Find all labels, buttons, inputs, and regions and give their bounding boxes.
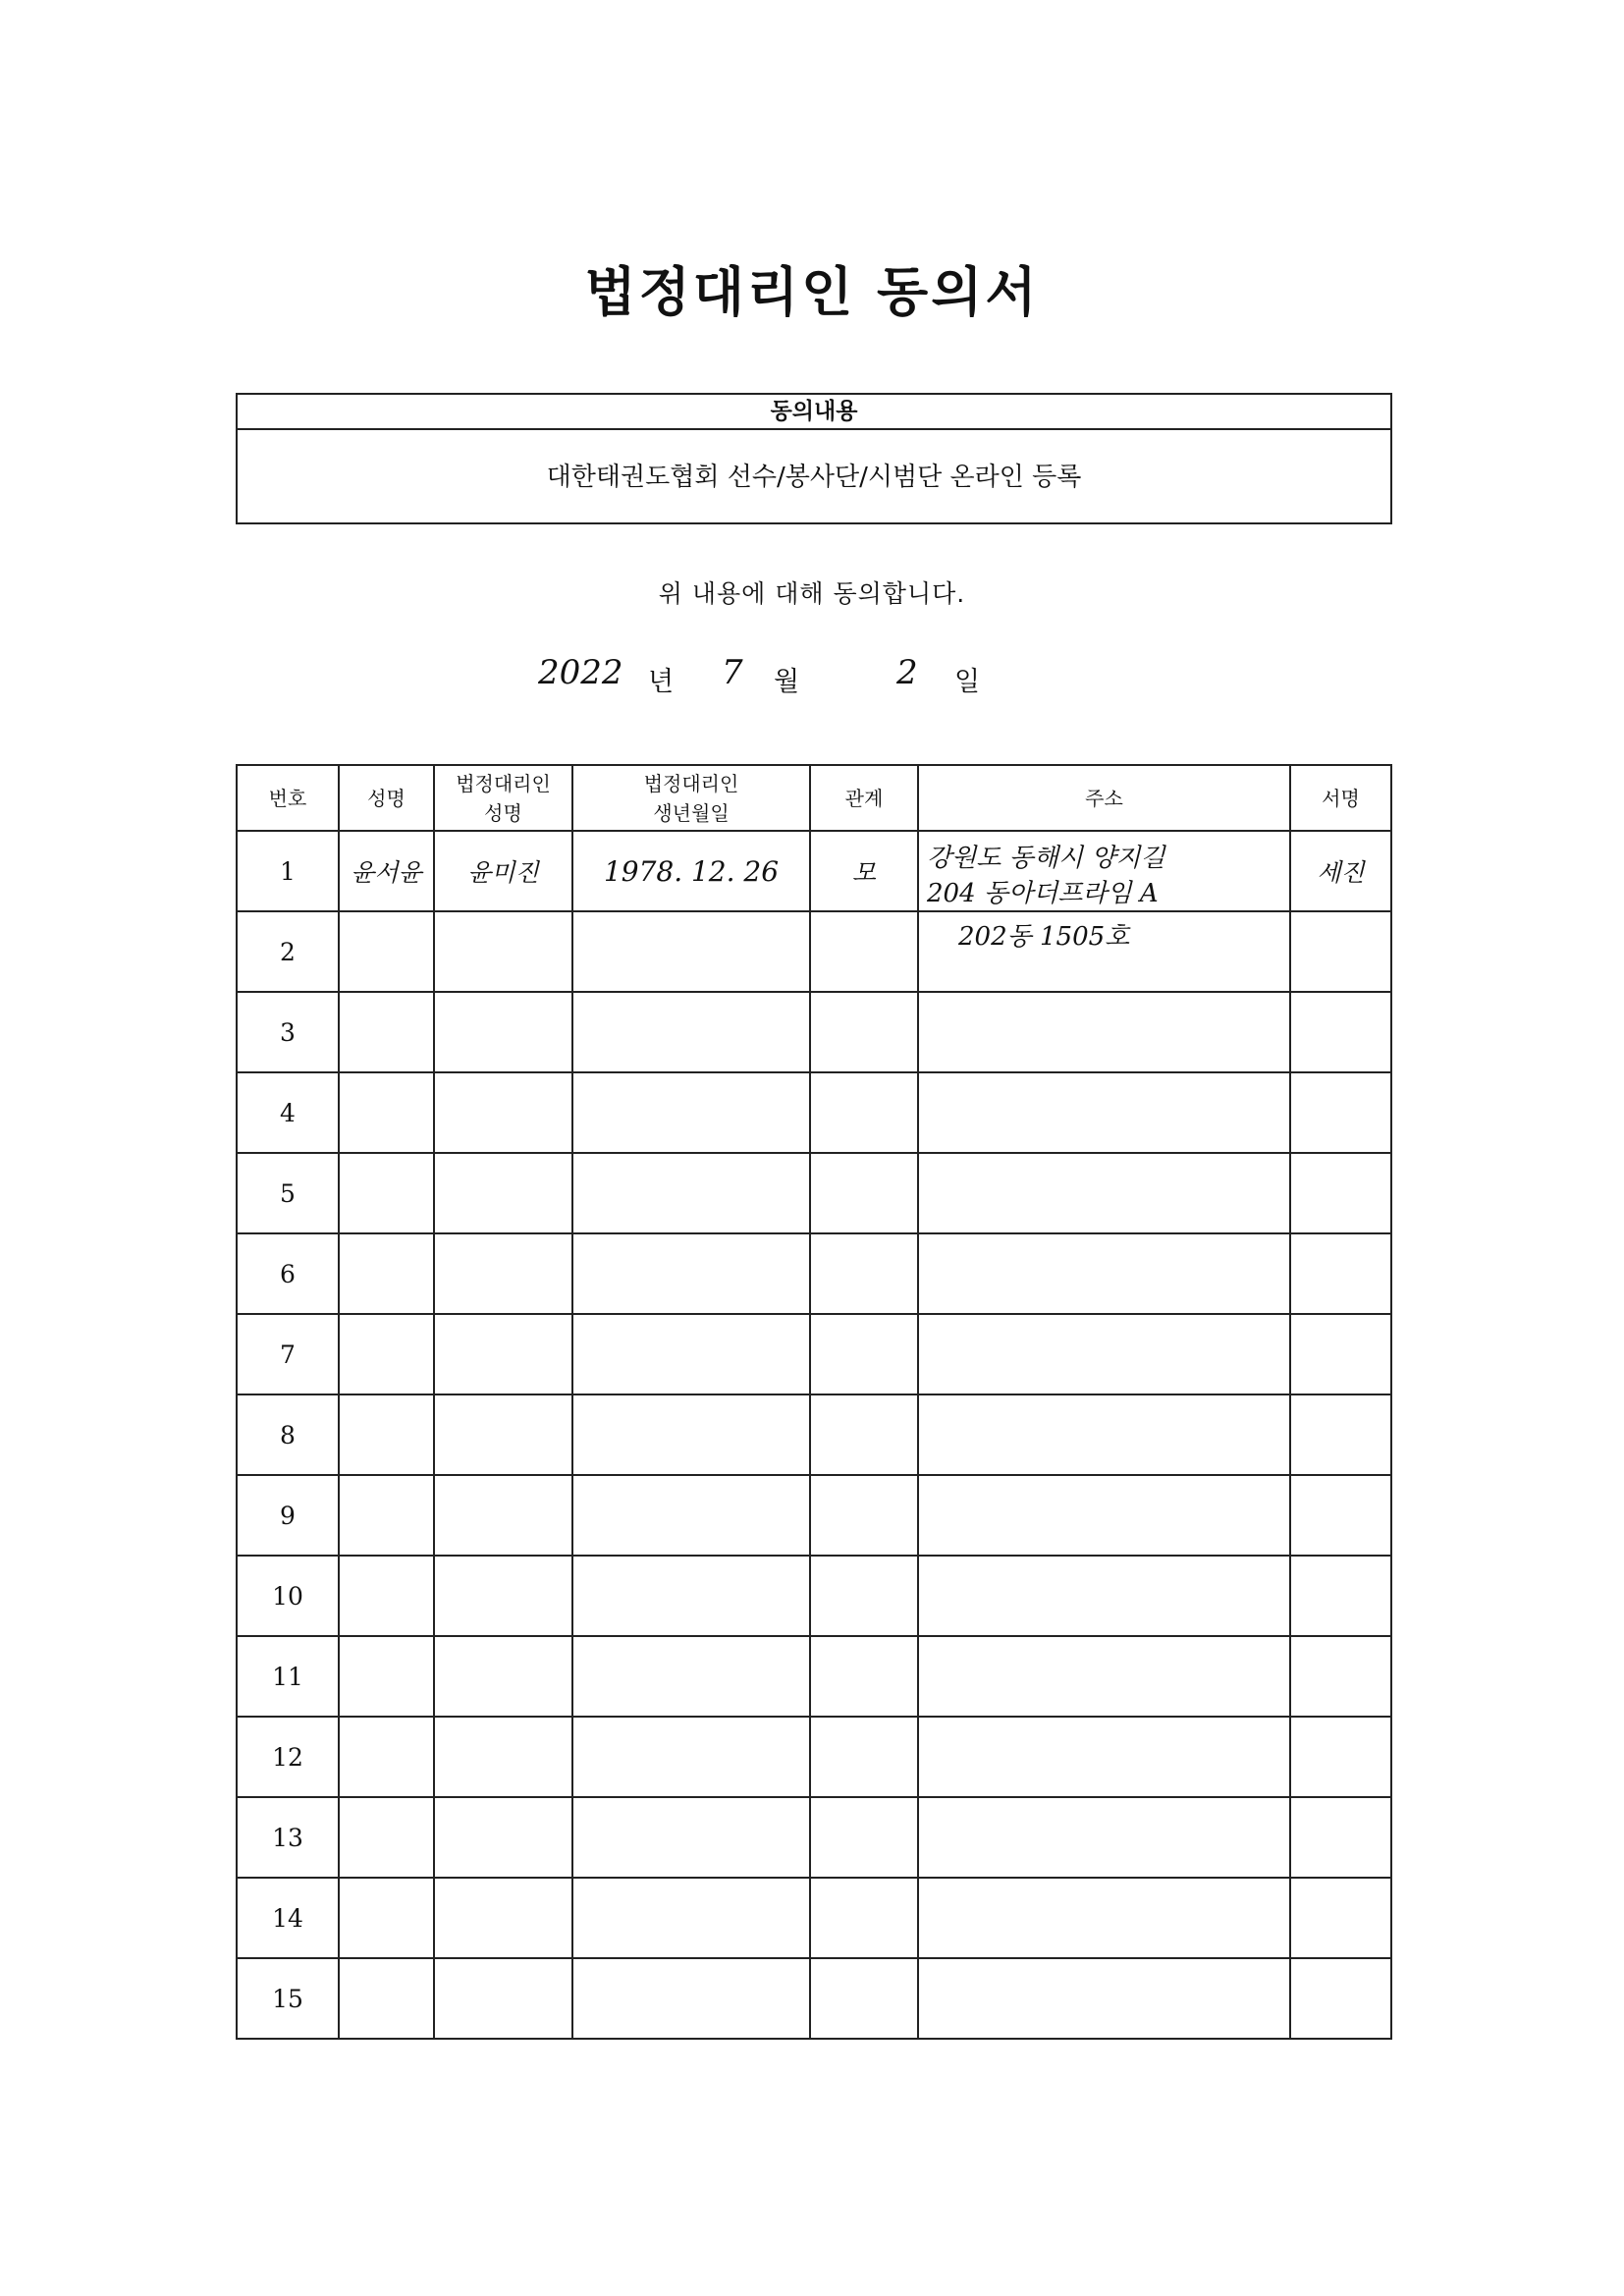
consent-header: 동의내용 [238,395,1390,430]
header-relation: 관계 [810,765,918,831]
table-row [237,1314,1391,1394]
table-row [237,1475,1391,1556]
address-line-2: 204 동아더프라임 A [927,879,1159,908]
table-row [237,1717,1391,1797]
row-no: 1 [237,831,339,911]
table-row [237,911,1391,992]
table-row [237,1153,1391,1233]
consent-body: 대한태권도협회 선수/봉사단/시범단 온라인 등록 [546,463,1082,492]
header-address: 주소 [918,765,1290,831]
header-name: 성명 [339,765,434,831]
address-line-1: 강원도 동해시 양지길 [927,844,1165,873]
row-relation: 모 [810,831,918,911]
date-year-value: 2022 [538,653,623,692]
row-address [918,911,1290,992]
header-guardian-birth-line2: 생년월일 [653,800,730,825]
row-no: 6 [237,1233,339,1314]
roster-table [236,764,1392,2040]
row-no: 3 [237,992,339,1072]
header-guardian-name [434,765,572,831]
row-no: 7 [237,1314,339,1394]
date-year-unit: 년 [648,667,675,697]
table-row [237,1636,1391,1717]
row-no: 9 [237,1475,339,1556]
row-name [339,911,434,992]
row-no: 14 [237,1878,339,1958]
row-name: 윤서윤 [339,831,434,911]
table-row [237,1394,1391,1475]
row-signature [1290,911,1391,992]
row-no: 2 [237,911,339,992]
table-row [237,1072,1391,1153]
consent-box [236,393,1392,524]
header-guardian-name-line2: 성명 [484,800,522,825]
table-header-row [237,765,1391,831]
document-title: 법정대리인 동의서 [584,261,1040,323]
row-signature: 세진 [1290,831,1391,911]
row-no: 8 [237,1394,339,1475]
table-row [237,1556,1391,1636]
agree-statement: 위 내용에 대해 동의합니다. [658,579,966,608]
row-address [918,831,1290,911]
header-guardian-birth-line1: 법정대리인 [643,771,739,795]
table-row [237,831,1391,911]
address-line-3: 202동 1505호 [958,922,1130,952]
table-row [237,1233,1391,1314]
header-guardian-birth [572,765,810,831]
row-no: 11 [237,1636,339,1717]
date-day-unit: 일 [954,667,981,697]
header-guardian-name-line1: 법정대리인 [456,771,551,795]
table-row [237,992,1391,1072]
row-no: 12 [237,1717,339,1797]
row-guardian-birth: 1978. 12. 26 [572,831,810,911]
row-relation [810,911,918,992]
row-no: 5 [237,1153,339,1233]
header-signature: 서명 [1290,765,1391,831]
row-guardian-name: 윤미진 [434,831,572,911]
header-no: 번호 [237,765,339,831]
row-no: 10 [237,1556,339,1636]
table-row [237,1797,1391,1878]
table-row [237,1958,1391,2039]
date-month-unit: 월 [774,667,800,697]
row-no: 15 [237,1958,339,2039]
row-no: 13 [237,1797,339,1878]
date-day-value: 2 [896,653,918,692]
row-no: 4 [237,1072,339,1153]
row-guardian-birth [572,911,810,992]
table-row [237,1878,1391,1958]
date-month-value: 7 [722,653,743,692]
row-guardian-name [434,911,572,992]
